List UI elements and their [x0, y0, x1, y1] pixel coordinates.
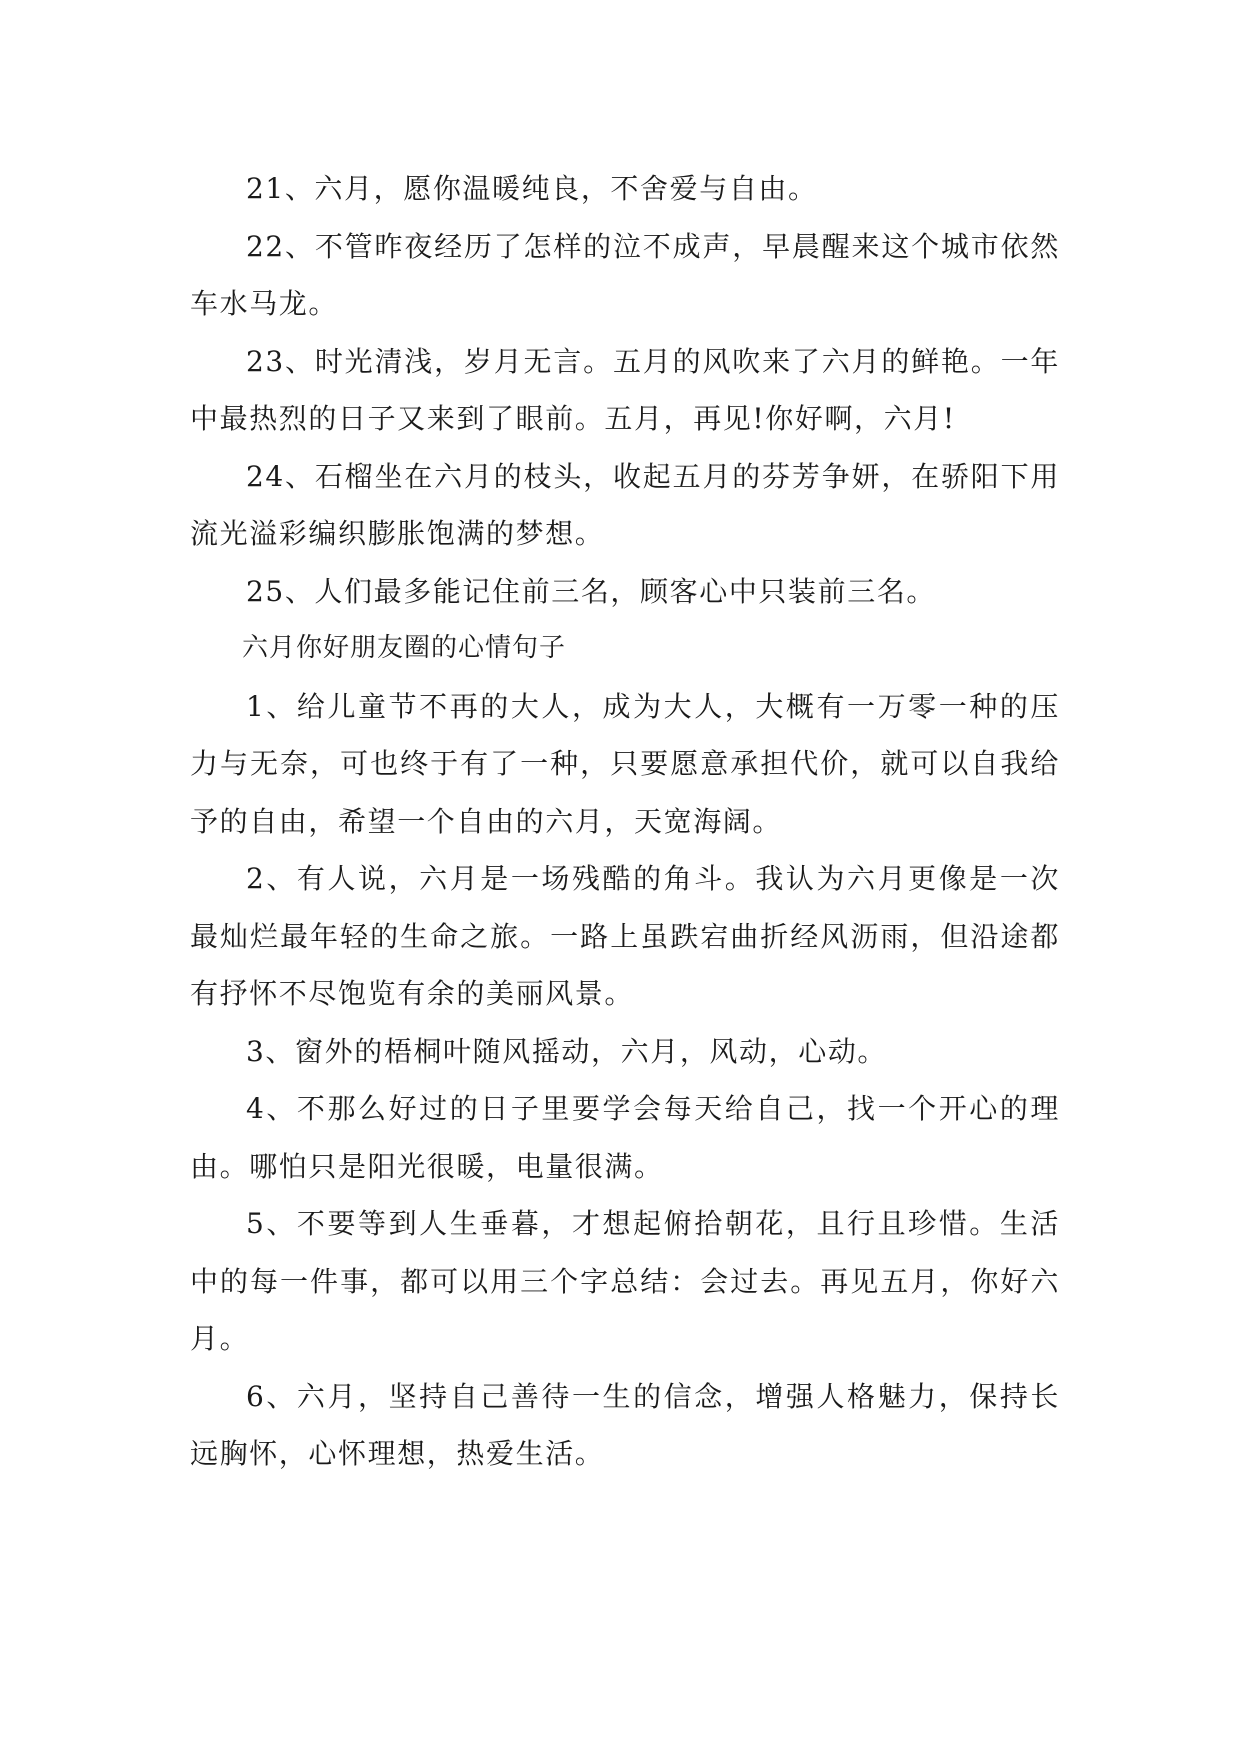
document-body	[190, 160, 1060, 1483]
paragraph-25: 25、人们最多能记住前三名，顾客心中只装前三名。	[246, 574, 937, 608]
paragraph-22: 22、不管昨夜经历了怎样的泣不成声，早晨醒来这个城市依然车水马龙。	[190, 229, 1060, 320]
paragraph-6: 6、六月，坚持自己善待一生的信念，增强人格魅力，保持长远胸怀，心怀理想，热爱生活。	[190, 1379, 1060, 1470]
paragraph-5: 5、不要等到人生垂暮，才想起俯拾朝花，且行且珍惜。生活中的每一件事，都可以用三个字总结：会过去。再见五月，你好六月。	[190, 1207, 1060, 1355]
paragraph-2: 2、有人说，六月是一场残酷的角斗。我认为六月更像是一次最灿烂最年轻的生命之旅。一路上虽跌宕曲折经风沥雨，但沿途都有抒怀不尽饱览有余的美丽风景。	[190, 862, 1060, 1010]
paragraph-24: 24、石榴坐在六月的枝头，收起五月的芬芳争妍，在骄阳下用流光溢彩编织膨胀饱满的梦想。	[190, 459, 1060, 550]
paragraph-3: 3、窗外的梧桐叶随风摇动，六月，风动，心动。	[246, 1034, 888, 1068]
section-heading: 六月你好朋友圈的心情句子	[242, 633, 567, 663]
paragraph-1: 1、给儿童节不再的大人，成为大人，大概有一万零一种的压力与无奈，可也终于有了一种，只要愿意承担代价，就可以自我给予的自由，希望一个自由的六月，天宽海阔。	[190, 689, 1060, 838]
paragraph-21: 21、六月，愿你温暖纯良，不舍爱与自由。	[246, 172, 818, 205]
paragraph-23: 23、时光清浅，岁月无言。五月的风吹来了六月的鲜艳。一年中最热烈的日子又来到了眼前。五月，再见!你好啊，六月!	[190, 344, 1060, 435]
paragraph-4: 4、不那么好过的日子里要学会每天给自己，找一个开心的理由。哪怕只是阳光很暖，电量很满。	[190, 1092, 1060, 1183]
